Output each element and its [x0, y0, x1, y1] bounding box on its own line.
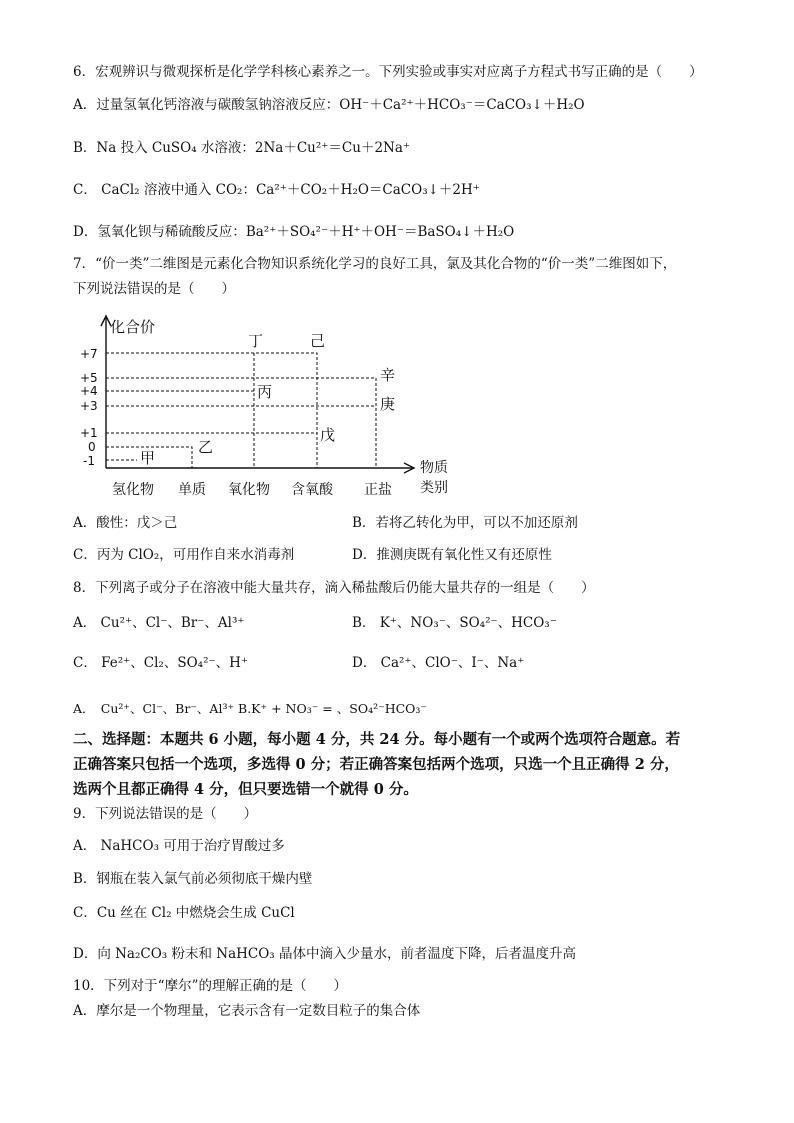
q6-option-a: A．过量氢氧化钙溶液与碳酸氢钠溶液反应：OH⁻＋Ca²⁺＋HCO₃⁻＝CaCO₃↓＋H₂O [73, 97, 585, 113]
q7-stem-line2: 下列说法错误的是（ ） [73, 281, 235, 297]
label-wu: 戊 [320, 426, 336, 444]
q9-option-c: C．Cu 丝在 Cl₂ 中燃烧会生成 CuCl [73, 905, 295, 921]
q6-option-c: C． CaCl₂ 溶液中通入 CO₂：Ca²⁺＋CO₂＋H₂O＝CaCO₃↓＋2H⁺ [73, 182, 480, 198]
cat-oxyacid: 含氧酸 [291, 482, 333, 498]
q8-option-c: C． Fe²⁺、Cl₂、SO₄²⁻、H⁺ [73, 655, 248, 671]
q9-option-a: A． NaHCO₃ 可用于治疗胃酸过多 [73, 838, 285, 854]
tick-plus4: +4 [80, 384, 98, 398]
q8-garbled-line: A． Cu²⁺、Cl⁻、Br⁻、Al³⁺ B.K⁺ + NO₃⁻ = 、SO₄²⁻HCO₃⁻ [73, 701, 428, 716]
q9-stem: 9．下列说法错误的是（ ） [73, 806, 258, 822]
cat-hydride: 氢化物 [112, 482, 154, 498]
label-jia: 甲 [140, 449, 156, 467]
q7-option-b: B．若将乙转化为甲，可以不加还原剂 [352, 515, 578, 531]
tick-plus3: +3 [80, 399, 98, 413]
label-yi: 乙 [198, 438, 214, 456]
y-axis-title: 化合价 [110, 318, 156, 336]
q8-option-b: B． K⁺、NO₃⁻、SO₄²⁻、HCO₃⁻ [352, 615, 557, 631]
cat-element: 单质 [178, 482, 206, 498]
section2-line3: 选两个且都正确得 4 分，但只要选错一个就得 0 分。 [73, 781, 418, 798]
q6-option-d: D．氢氧化钡与稀硫酸反应：Ba²⁺＋SO₄²⁻＋H⁺＋OH⁻＝BaSO₄↓＋H₂O [73, 224, 515, 240]
q9-option-b: B．钢瓶在装入氯气前必须彻底干燥内壁 [73, 871, 313, 887]
tick-plus7: +7 [80, 347, 98, 361]
q8-stem: 8．下列离子或分子在溶液中能大量共存，滴入稀盐酸后仍能大量共存的一组是（ ） [73, 580, 595, 596]
q8-option-d: D． Ca²⁺、ClO⁻、I⁻、Na⁺ [352, 655, 525, 671]
q7-option-d: D．推测庚既有氧化性又有还原性 [352, 547, 552, 563]
q7-stem-line1: 7．“价一类”二维图是元素化合物知识系统化学习的良好工具，氯及其化合物的“价一类”二维图如下， [73, 256, 677, 272]
q6-option-b: B．Na 投入 CuSO₄ 水溶液：2Na＋Cu²⁺＝Cu＋2Na⁺ [73, 140, 411, 156]
section2-line2: 正确答案只包括一个选项，多选得 0 分；若正确答案包括两个选项，只选一个且正确得 2 分， [73, 756, 679, 773]
q6-stem: 6．宏观辨识与微观探析是化学学科核心素养之一。下列实验或事实对应离子方程式书写正确的是（ ） [73, 64, 703, 80]
tick-plus5: +5 [80, 371, 98, 385]
label-bing: 丙 [257, 383, 273, 401]
x-axis-title-2: 类别 [420, 480, 448, 496]
q7-option-a: A．酸性：戊＞己 [73, 515, 178, 531]
q8-option-a: A． Cu²⁺、Cl⁻、Br⁻、Al³⁺ [73, 615, 245, 631]
label-ji: 己 [310, 332, 326, 350]
section2-line1: 二、选择题：本题共 6 小题，每小题 4 分，共 24 分。每小题有一个或两个选项符合题意。若 [73, 731, 681, 748]
q7-option-c: C．丙为 ClO₂，可用作自来水消毒剂 [73, 547, 295, 563]
tick-plus1: +1 [80, 426, 98, 440]
q10-stem: 10．下列对于“摩尔”的理解正确的是（ ） [73, 978, 347, 994]
tick-minus1: -1 [83, 454, 95, 468]
tick-0: 0 [88, 440, 96, 454]
label-ding: 丁 [248, 332, 264, 350]
q9-option-d: D．向 Na₂CO₃ 粉末和 NaHCO₃ 晶体中滴入少量水，前者温度下降，后者温度升高 [73, 946, 577, 962]
label-xin: 辛 [380, 366, 396, 384]
label-geng: 庚 [380, 395, 396, 413]
q10-option-a: A．摩尔是一个物理量，它表示含有一定数目粒子的集合体 [73, 1003, 421, 1019]
cat-normal-salt: 正盐 [364, 482, 392, 498]
valence-class-diagram [80, 312, 470, 502]
x-axis-title-1: 物质 [420, 460, 448, 476]
cat-oxide: 氧化物 [228, 482, 270, 498]
